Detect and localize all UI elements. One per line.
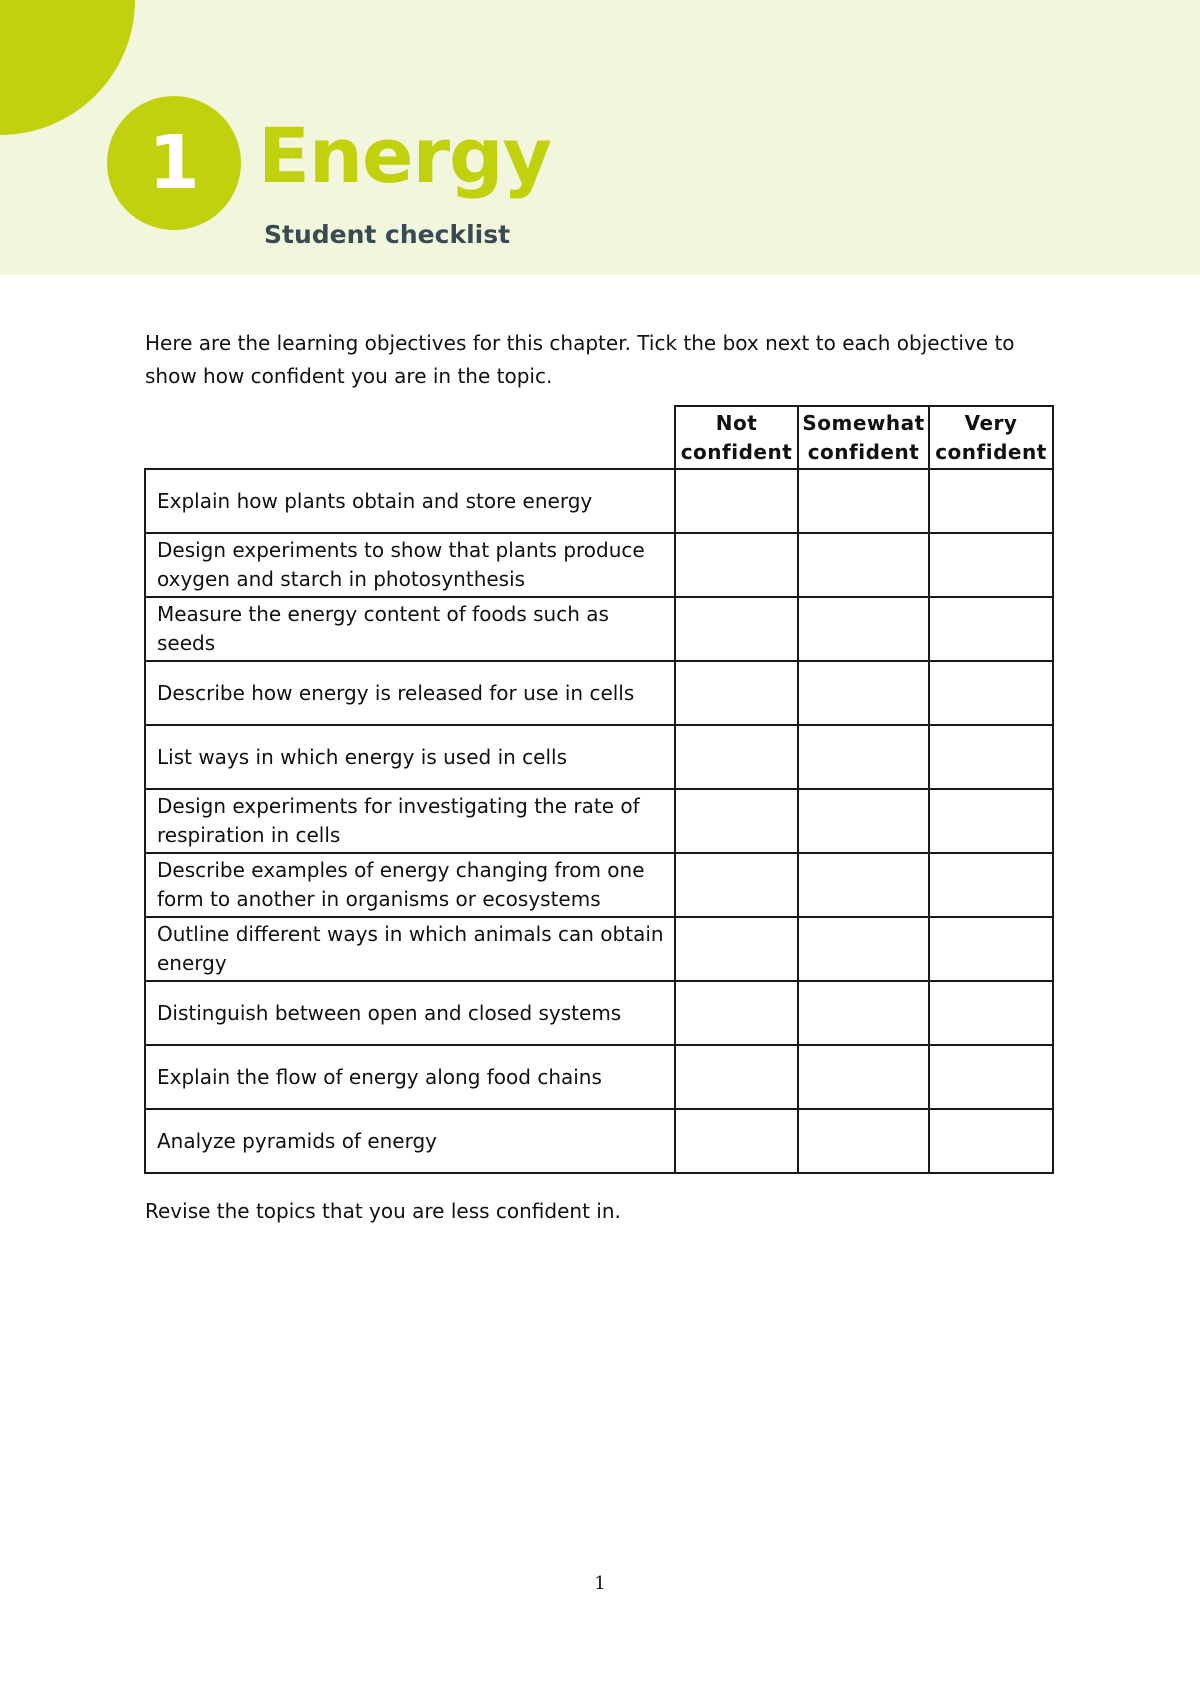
tick-box-somewhat-confident[interactable] [798, 917, 929, 981]
objective-text: List ways in which energy is used in cells [145, 725, 675, 789]
tick-box-not-confident[interactable] [675, 1109, 798, 1173]
tick-box-not-confident[interactable] [675, 981, 798, 1045]
tick-box-somewhat-confident[interactable] [798, 533, 929, 597]
table-row [145, 981, 1053, 1045]
tick-box-not-confident[interactable] [675, 597, 798, 661]
tick-box-not-confident[interactable] [675, 853, 798, 917]
tick-box-somewhat-confident[interactable] [798, 597, 929, 661]
tick-box-not-confident[interactable] [675, 917, 798, 981]
page-subtitle: Student checklist [264, 220, 511, 249]
tick-box-very-confident[interactable] [929, 1045, 1053, 1109]
column-header-line: Very [964, 410, 1018, 435]
table-row [145, 789, 1053, 853]
table-row [145, 1109, 1053, 1173]
table-row [145, 917, 1053, 981]
tick-box-very-confident[interactable] [929, 789, 1053, 853]
objective-text: Describe how energy is released for use in cells [145, 661, 675, 725]
objective-text: Measure the energy content of foods such as seeds [145, 597, 675, 661]
revision-note: Revise the topics that you are less confident in. [145, 1199, 621, 1223]
tick-box-not-confident[interactable] [675, 789, 798, 853]
column-header-line: confident [680, 439, 793, 464]
tick-box-not-confident[interactable] [675, 469, 798, 533]
column-header-somewhat-confident [798, 406, 929, 469]
tick-box-somewhat-confident[interactable] [798, 725, 929, 789]
tick-box-very-confident[interactable] [929, 469, 1053, 533]
tick-box-very-confident[interactable] [929, 597, 1053, 661]
objective-text: Explain how plants obtain and store energy [145, 469, 675, 533]
chapter-number-badge [107, 96, 241, 230]
tick-box-somewhat-confident[interactable] [798, 469, 929, 533]
chapter-title: Energy [258, 111, 551, 200]
page-number: 1 [594, 1573, 606, 1594]
column-header-not-confident [675, 406, 798, 469]
tick-box-very-confident[interactable] [929, 725, 1053, 789]
column-header-line: confident [935, 439, 1047, 464]
header-empty-cell [145, 406, 675, 469]
table-row [145, 725, 1053, 789]
tick-box-very-confident[interactable] [929, 1109, 1053, 1173]
confidence-checklist-table [144, 405, 1054, 1174]
corner-decoration [0, 0, 135, 135]
tick-box-very-confident[interactable] [929, 661, 1053, 725]
header-band [0, 0, 1200, 275]
tick-box-somewhat-confident[interactable] [798, 1045, 929, 1109]
column-header-very-confident [929, 406, 1053, 469]
objective-text: Describe examples of energy changing from one form to another in organisms or ecosystems [145, 853, 675, 917]
objective-text: Distinguish between open and closed systems [145, 981, 675, 1045]
table-row [145, 853, 1053, 917]
tick-box-very-confident[interactable] [929, 853, 1053, 917]
objective-text: Explain the flow of energy along food chains [145, 1045, 675, 1109]
table-row [145, 661, 1053, 725]
tick-box-somewhat-confident[interactable] [798, 661, 929, 725]
tick-box-not-confident[interactable] [675, 661, 798, 725]
tick-box-somewhat-confident[interactable] [798, 789, 929, 853]
objective-text: Design experiments for investigating the rate of respiration in cells [145, 789, 675, 853]
tick-box-not-confident[interactable] [675, 725, 798, 789]
column-header-line: confident [807, 439, 920, 464]
table-row [145, 469, 1053, 533]
table-row [145, 533, 1053, 597]
chapter-number: 1 [148, 120, 200, 206]
intro-paragraph: Here are the learning objectives for this chapter. Tick the box next to each objective to show how confident you are in the topic. [145, 331, 1015, 388]
table-row [145, 597, 1053, 661]
tick-box-very-confident[interactable] [929, 917, 1053, 981]
tick-box-very-confident[interactable] [929, 981, 1053, 1045]
table-row [145, 1045, 1053, 1109]
table-header-row [145, 406, 1053, 469]
objective-text: Analyze pyramids of energy [145, 1109, 675, 1173]
column-header-line: Somewhat [802, 410, 925, 435]
objective-text: Design experiments to show that plants produce oxygen and starch in photosynthesis [145, 533, 675, 597]
objective-text: Outline different ways in which animals can obtain energy [145, 917, 675, 981]
column-header-line: Not [715, 410, 758, 435]
tick-box-somewhat-confident[interactable] [798, 981, 929, 1045]
tick-box-not-confident[interactable] [675, 1045, 798, 1109]
tick-box-very-confident[interactable] [929, 533, 1053, 597]
tick-box-somewhat-confident[interactable] [798, 1109, 929, 1173]
tick-box-not-confident[interactable] [675, 533, 798, 597]
tick-box-somewhat-confident[interactable] [798, 853, 929, 917]
